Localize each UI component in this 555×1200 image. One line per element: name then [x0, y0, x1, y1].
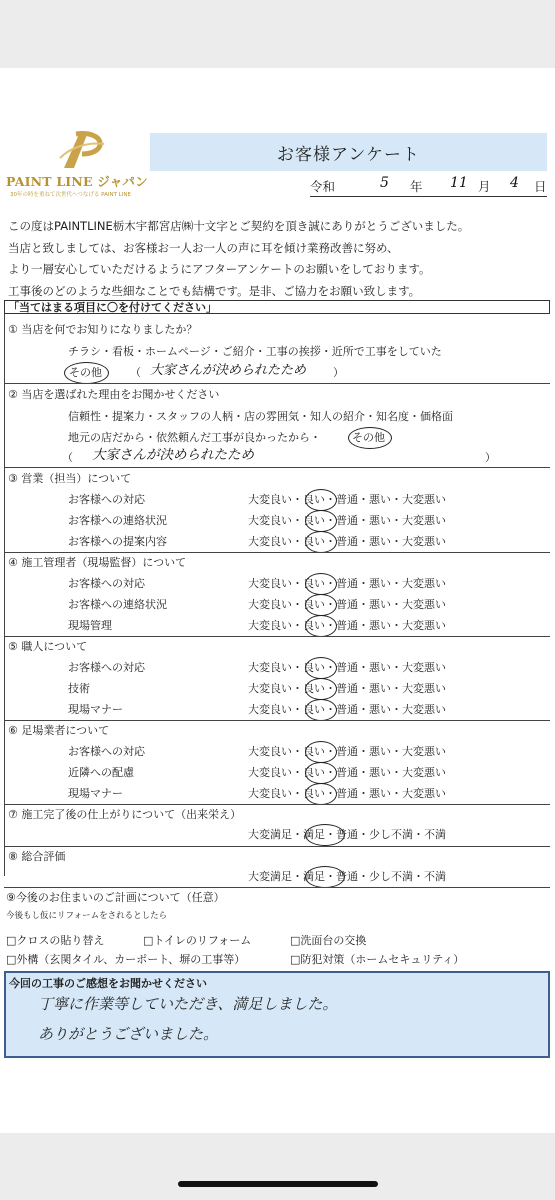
q3-item: お客様への連絡状況 [68, 514, 167, 527]
q2-options-2: 地元の店だから・依然頼んだ工事が良かったから・ [68, 431, 321, 444]
answer-circle [305, 824, 345, 846]
date-month: 11 [450, 175, 468, 191]
q4-item: 現場管理 [68, 619, 112, 632]
checkbox-security[interactable]: □防犯対策（ホームセキュリティ） [290, 953, 465, 966]
q2-paren-open: （ [62, 451, 73, 464]
rating-scale: 大変良い・良い・普通・悪い・大変悪い [248, 598, 446, 611]
rating-scale: 大変良い・良い・普通・悪い・大変悪い [248, 745, 446, 758]
date-era: 令和 [310, 179, 336, 194]
satisfaction-scale: 大変満足・満足・普通・少し不満・不満 [248, 870, 446, 883]
q1-other-circle [64, 362, 109, 384]
date-day: 4 [510, 175, 519, 191]
answer-circle [305, 594, 337, 616]
answer-circle [305, 741, 337, 763]
q3-item: お客様への提案内容 [68, 535, 167, 548]
answer-circle [305, 866, 345, 888]
q6-item: 近隣への配慮 [68, 766, 134, 779]
company-logo [6, 128, 156, 198]
q2-paren-close: ） [485, 451, 496, 464]
q8-title: ⑧ 総合評価 [8, 850, 66, 863]
q2-other-circle [348, 427, 392, 449]
answer-circle [305, 531, 337, 553]
home-indicator[interactable] [178, 1181, 378, 1187]
rating-scale: 大変良い・良い・普通・悪い・大変悪い [248, 514, 446, 527]
answer-circle [305, 510, 337, 532]
date-year-unit: 年 [410, 179, 423, 194]
q2-answer: 大家さんが決められたため [92, 447, 254, 463]
q2-other-label: その他 [352, 431, 385, 444]
page-title: お客様アンケート [150, 133, 547, 171]
satisfaction-scale: 大変満足・満足・普通・少し不満・不満 [248, 828, 446, 841]
logo-emblem-icon [54, 128, 108, 172]
q4-title: ④ 施工管理者（現場監督）について [8, 556, 187, 569]
q6-item: お客様への対応 [68, 745, 145, 758]
q2-title: ② 当店を選ばれた理由をお聞かせください [8, 388, 220, 401]
answer-circle [305, 615, 337, 637]
q5-title: ⑤ 職人について [8, 640, 88, 653]
survey-date [310, 176, 547, 197]
impressions-box [4, 971, 550, 1058]
impressions-title: 今回の工事のご感想をお聞かせください [9, 977, 207, 990]
date-year: 5 [380, 175, 389, 191]
rating-scale: 大変良い・良い・普通・悪い・大変悪い [248, 619, 446, 632]
answer-circle [305, 657, 337, 679]
rating-scale: 大変良い・良い・普通・悪い・大変悪い [248, 787, 446, 800]
divider [4, 720, 550, 721]
answer-circle [305, 783, 337, 805]
q1-answer: 大家さんが決められたため [150, 363, 307, 378]
q6-item: 現場マナー [68, 787, 123, 800]
date-month-unit: 月 [478, 179, 491, 194]
q3-item: お客様への対応 [68, 493, 145, 506]
date-day-unit: 日 [534, 179, 547, 194]
divider [4, 467, 550, 468]
intro-line: この度はPAINTLINE栃木宇都宮店㈱十文字とご契約を頂き誠にありがとうございました。 [8, 219, 470, 233]
q1-options: チラシ・看板・ホームページ・ご紹介・工事の挨拶・近所で工事をしていた [68, 345, 442, 358]
impressions-line: ありがとうございました。 [38, 1025, 219, 1043]
rating-scale: 大変良い・良い・普通・悪い・大変悪い [248, 682, 446, 695]
answer-circle [305, 678, 337, 700]
rating-scale: 大変良い・良い・普通・悪い・大変悪い [248, 661, 446, 674]
logo-tagline: 30年の時を重ねて次世代へつなげる PAINT LINE [10, 192, 131, 198]
answer-circle [305, 699, 337, 721]
q1-other-label: その他 [69, 366, 102, 379]
intro-line: 工事後のどのような些細なことでも結構です。是非、ご協力をお願い致します。 [8, 283, 421, 298]
checkbox-exterior[interactable]: □外構（玄関タイル、カーポート、塀の工事等） [6, 953, 246, 966]
checkbox-toilet[interactable]: □トイレのリフォーム [143, 934, 252, 947]
checkbox-wallpaper[interactable]: □クロスの貼り替え [6, 934, 105, 947]
impressions-line: 丁寧に作業等していただき、満足しました。 [38, 995, 338, 1013]
q4-item: お客様への連絡状況 [68, 598, 167, 611]
intro-line: より一層安心していただけるようにアフターアンケートのお願いをしております。 [8, 262, 431, 276]
q6-title: ⑥ 足場業者について [8, 724, 110, 737]
q4-item: お客様への対応 [68, 577, 145, 590]
q2-options-1: 信頼性・提案力・スタッフの人柄・店の雰囲気・知人の紹介・知名度・価格面 [68, 410, 453, 423]
checkbox-washbasin[interactable]: □洗面台の交換 [290, 934, 367, 947]
q1-paren-close: ） [333, 366, 344, 379]
q1-title: ① 当店を何でお知りになりましたか？ [8, 323, 198, 336]
divider [4, 383, 550, 384]
q1-paren-open: （ [130, 366, 141, 379]
q9-title: ⑨今後のお住まいのご計画について（任意） [6, 891, 225, 904]
q5-item: 技術 [68, 682, 90, 695]
q5-item: お客様への対応 [68, 661, 145, 674]
rating-scale: 大変良い・良い・普通・悪い・大変悪い [248, 535, 446, 548]
q3-title: ③ 営業（担当）について [8, 472, 132, 485]
answer-circle [305, 489, 337, 511]
answer-circle [305, 573, 337, 595]
divider [4, 887, 550, 888]
divider [4, 636, 550, 637]
rating-scale: 大変良い・良い・普通・悪い・大変悪い [248, 493, 446, 506]
divider [4, 804, 550, 805]
divider [4, 846, 550, 847]
intro-line: 当店と致しましては、お客様お一人お一人の声に耳を傾け業務改善に努め、 [8, 240, 399, 255]
logo-name: PAINT LINE ジャパン [6, 174, 148, 189]
intro-text [8, 216, 469, 302]
rating-scale: 大変良い・良い・普通・悪い・大変悪い [248, 703, 446, 716]
q7-title: ⑦ 施工完了後の仕上がりについて（出来栄え） [8, 808, 242, 821]
rating-scale: 大変良い・良い・普通・悪い・大変悪い [248, 766, 446, 779]
q9-note: 今後もし仮にリフォームをされるとしたら [6, 911, 168, 921]
instruction-box: 「当てはまる項目に〇を付けてください」 [4, 300, 550, 314]
left-border [4, 314, 5, 876]
answer-circle [305, 762, 337, 784]
q5-item: 現場マナー [68, 703, 123, 716]
rating-scale: 大変良い・良い・普通・悪い・大変悪い [248, 577, 446, 590]
divider [4, 552, 550, 553]
